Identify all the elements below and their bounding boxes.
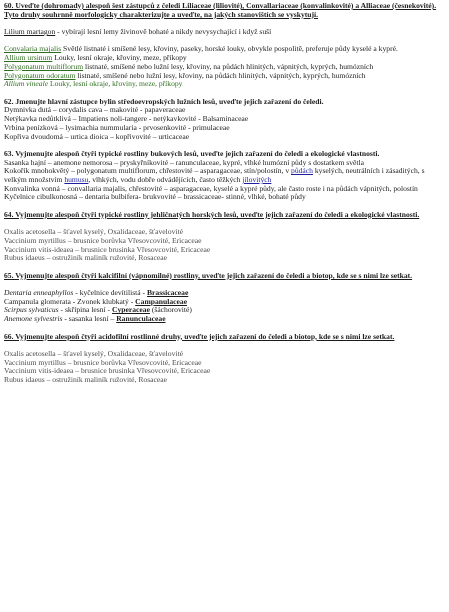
q65-text-1: - kyčelnice devítilistá -: [73, 288, 147, 298]
q66-line: Vaccinium myrtillus – brusnice borůvka Vřesovcovité, Ericaceae: [4, 357, 202, 367]
q63-sasanka: Sasanka hajní – anemone nemorosa – pryskyřníkovité – ranunculaceae, kypré, vlhké humózní půdy s dostatkem světla: [4, 157, 364, 167]
convallaria-text: Světlé listnaté i smíšené lesy, křoviny, paseky, horské louky, obvykle pospolitě, preferuje půdy kyselé a kypré.: [61, 44, 398, 54]
allium-vineale-text: Louky, lesní okraje, křoviny, meze, příkopy: [48, 79, 183, 89]
q64-line: Rubus idaeus – ostružiník maliník ružovité, Rosaceae: [4, 253, 168, 263]
q65-family-2: Campanulaceae: [135, 296, 188, 306]
q63-kokorik-text-b: kyselých, neutrálních i zásaditých, s velkým množstvím: [4, 166, 425, 184]
q65-species-3: Scirpus sylvaticus: [4, 305, 59, 315]
q65-line-4: [4, 315, 443, 324]
q64-line: Vaccinium myrtillus – brusnice borůvka Vřesovcovité, Ericaceae: [4, 235, 202, 245]
q66-line: Oxalis acetosella – šťavel kyselý, Oxalidaceae, šťavelovité: [4, 348, 183, 358]
convallaria-name: Convalaria majalis: [4, 44, 62, 54]
question-66-heading: 66. Vyjmenujte alespoň čtyři acidofilní rostlinné druhy, uveďte jejich zařazení do čeledi a biotop, kde se s nimi lze setkat.: [4, 331, 395, 341]
q65-text-3: - skřípina lesní -: [58, 305, 112, 315]
lilium-entry: [4, 28, 443, 37]
q64-line: Vaccinium vitis-ideaea – brusnice brusinka Vřesovcovité, Ericaceae: [4, 244, 211, 254]
allium-vineale-name: Allium vineale: [4, 79, 49, 89]
q62-line: Kopřiva dvoudomá – urtica dioica – kopřivovité – urticaceae: [4, 131, 190, 141]
polygonatum-multiflorum-text: listnaté, smíšené nebo lužní lesy, křoviny, na půdách hlinitých, vápnitých, kyprých, humózních: [83, 61, 374, 71]
polygonatum-odoratum-name: Polygonatum odoratum: [4, 70, 76, 80]
q65-family-3: Cyperaceae: [111, 305, 150, 315]
link-jilovitych[interactable]: jílovitých: [242, 175, 272, 184]
polygonatum-multiflorum-name: Polygonatum multiflorum: [4, 61, 84, 71]
q62-line: Vrbina penízková – lysimachia nummularia - prvosenkovité - primulaceae: [4, 122, 230, 132]
q62-line: Dymnivka dutá – corydalis cava – makovité - papaveraceae: [4, 105, 186, 115]
q62-line: Netýkavka nedůtklivá – Impatiens noli-tangere - netýkavkovité - Balsaminaceae: [4, 114, 249, 124]
q65-species-1: Dentaria enneaphyllos: [4, 288, 74, 298]
allium-ursinum-name: Allium ursinum: [4, 53, 53, 63]
q66-line: Vaccinium vitis-ideaea – brusnice brusinka Vřesovcovité, Ericaceae: [4, 366, 211, 376]
question-60-heading: 60. Uveďte (dohromady) alespoň šest zástupců z čeledi Liliaceae (liliovité), Convallariaceae (konvalinkovité) a Alliaceae (česnekovité). Tyto druhy souhrnně morfologicky charakterizujte a uveďte, na jakých stanovištích se vyskytují.: [4, 1, 437, 19]
question-65-heading: 65. Vyjmenujte alespoň čtyři kalcifilní (vápnomilné) rostliny, uveďte jejich zařazení do čeledi a biotop, kde se s nimi lze setkat.: [4, 270, 413, 280]
q63-kokorik: [4, 167, 443, 184]
q65-text-2: Campanula glomerata - Zvonek klubkatý -: [4, 296, 136, 306]
q63-kokorik-text-c: , vlhkých, vodu dobře odvádějících, často těžkých: [88, 175, 243, 184]
lilium-name: Lilium martagon: [4, 27, 56, 37]
q65-family-1: Brassicaceae: [146, 288, 189, 298]
polygonatum-odoratum-text: listnaté, smíšené nebo lužní lesy, křoviny, na půdách hlinitých, vápnitých, kyprých, humózních: [75, 70, 366, 80]
q65-text-4: - sasanka lesní –: [62, 314, 117, 324]
question-63-heading: 63. Vyjmenujte alespoň čtyři typické rostliny bukových lesů, uveďte jejich zařazení do čeledi a ekologické vlastnosti.: [4, 148, 380, 158]
q65-species-4: Anemone sylvestris: [4, 314, 63, 324]
question-62-heading: 62. Jmenujte hlavní zástupce bylin středoevropských lužních lesů, uveďte jejich zařazení do čeledi.: [4, 96, 324, 106]
q63-konvalinka: Konvalinka vonná – convallaria majalis, chřestovité – asparagaceae, kyselé a kypré půdy, ale často roste i na půdách vápnitých, polostín: [4, 183, 418, 193]
link-pudach[interactable]: půdách: [291, 166, 313, 176]
link-humusu[interactable]: humusu: [64, 175, 89, 184]
q65-family-4: Ranunculaceae: [116, 314, 166, 324]
allium-ursinum-text: Louky, lesní okraje, křoviny, meze, příkopy: [52, 53, 187, 63]
q66-line: Rubus idaeus – ostružiník maliník ružovité, Rosaceae: [4, 375, 168, 385]
q63-kokorik-text-a: Kokořík mnohokvětý – polygonatum multiflorum, chřestovité – asparagaceae, stín/polostín, v: [4, 166, 292, 176]
lilium-text: - vybírají lesní lemy živinově bohaté a nikdy nevysychající i když suší: [55, 27, 272, 37]
q65-note-3: (šáchorovité): [149, 305, 192, 315]
question-64-heading: 64. Vyjmenujte alespoň čtyři typické rostliny jehličnatých horských lesů, uveďte jejich zařazení do čeledi a ekologické vlastnosti.: [4, 209, 420, 219]
q63-kycelnice: Kyčelnice cibulkonosná – dentaria bulbifera- brukvovité – brassicaceae- stinné, vlhké, bohaté půdy: [4, 192, 306, 202]
allium-vineale-entry: [4, 80, 443, 89]
q64-line: Oxalis acetosella – šťavel kyselý, Oxalidaceae, šťavelovité: [4, 227, 183, 237]
